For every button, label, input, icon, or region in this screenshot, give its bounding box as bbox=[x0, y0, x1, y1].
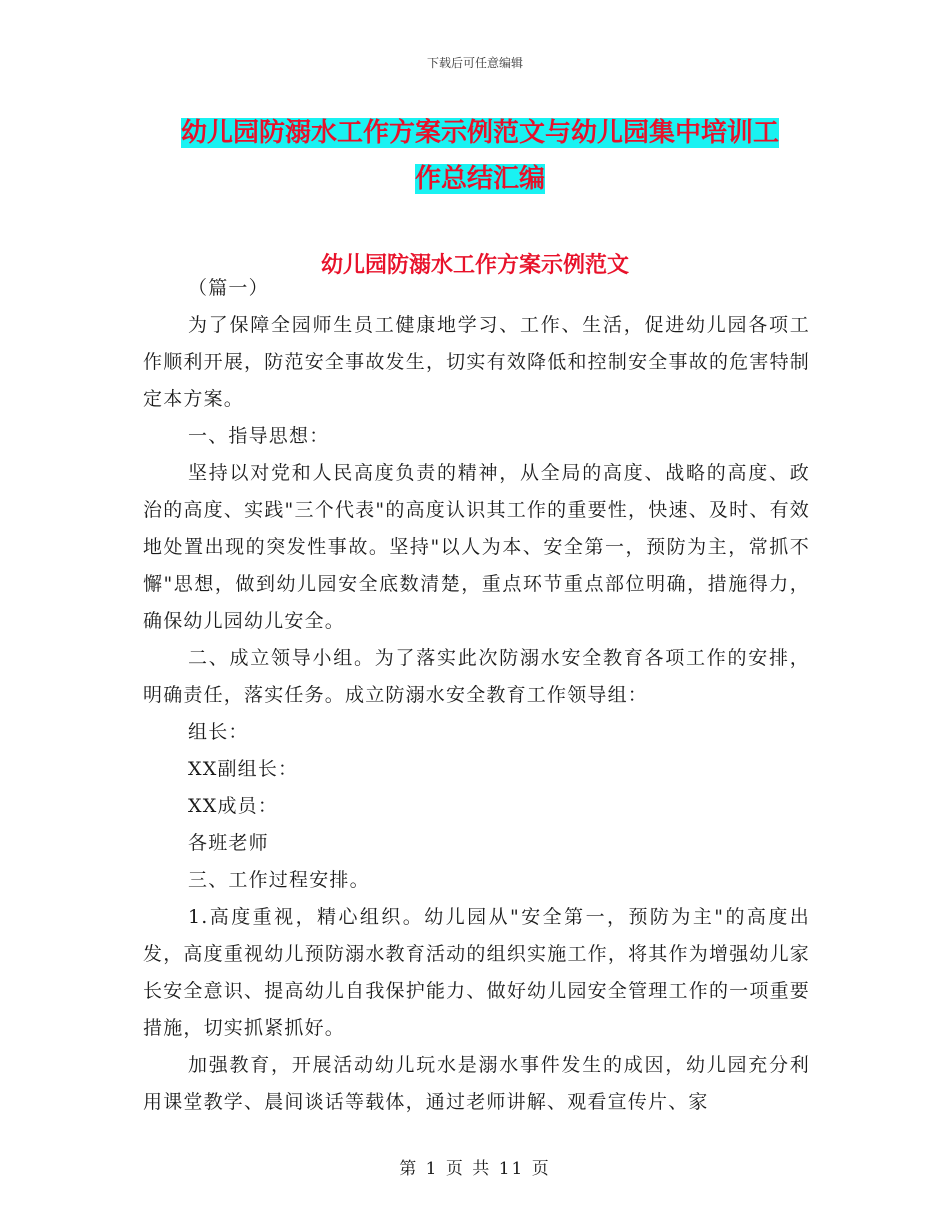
paragraph-education: 加强教育，开展活动幼儿玩水是溺水事件发生的成因，幼儿园充分利用课堂教学、晨间谈话等载体，通过老师讲解、观看宣传片、家 bbox=[143, 1054, 810, 1113]
line-class-teachers: 各班老师 bbox=[188, 832, 269, 854]
document-title-line-1: 幼儿园防溺水工作方案示例范文与幼儿园集中培训工 bbox=[180, 118, 779, 148]
document-body bbox=[143, 270, 810, 1121]
heading-guiding-thought: 一、指导思想： bbox=[188, 425, 330, 447]
line-deputy-leader: XX副组长： bbox=[188, 758, 299, 780]
document-title bbox=[140, 110, 820, 202]
header-note: 下载后可任意编辑 bbox=[426, 56, 523, 70]
paragraph-part-label: （篇一） bbox=[188, 277, 269, 299]
line-group-leader: 组长： bbox=[188, 721, 249, 743]
line-members: XX成员： bbox=[188, 795, 279, 817]
document-title-line-2: 作总结汇编 bbox=[414, 164, 545, 194]
page-footer: 第 1 页 共 11 页 bbox=[399, 1159, 551, 1179]
paragraph-leadership-group: 二、成立领导小组。为了落实此次防溺水安全教育各项工作的安排，明确责任，落实任务。成立防溺水安全教育工作领导组： bbox=[143, 647, 810, 706]
paragraph-guiding-thought: 坚持以对党和人民高度负责的精神，从全局的高度、战略的高度、政治的高度、实践"三个代表"的高度认识其工作的重要性，快速、及时、有效地处置出现的突发性事故。坚持"以人为本、安全第一，预防为主，常抓不懈"思想，做到幼儿园安全底数清楚，重点环节重点部位明确，措施得力，确保幼儿园幼儿安全。 bbox=[143, 462, 810, 632]
paragraph-item-1: 1.高度重视，精心组织。幼儿园从"安全第一，预防为主"的高度出发，高度重视幼儿预防溺水教育活动的组织实施工作，将其作为增强幼儿家长安全意识、提高幼儿自我保护能力、做好幼儿园安全管理工作的一项重要措施，切实抓紧抓好。 bbox=[143, 906, 810, 1039]
paragraph-intro: 为了保障全园师生员工健康地学习、工作、生活，促进幼儿园各项工作顺利开展，防范安全事故发生，切实有效降低和控制安全事故的危害特制定本方案。 bbox=[143, 314, 810, 410]
section-title: 幼儿园防溺水工作方案示例范文 bbox=[320, 253, 629, 278]
heading-work-arrangement: 三、工作过程安排。 bbox=[188, 869, 370, 891]
